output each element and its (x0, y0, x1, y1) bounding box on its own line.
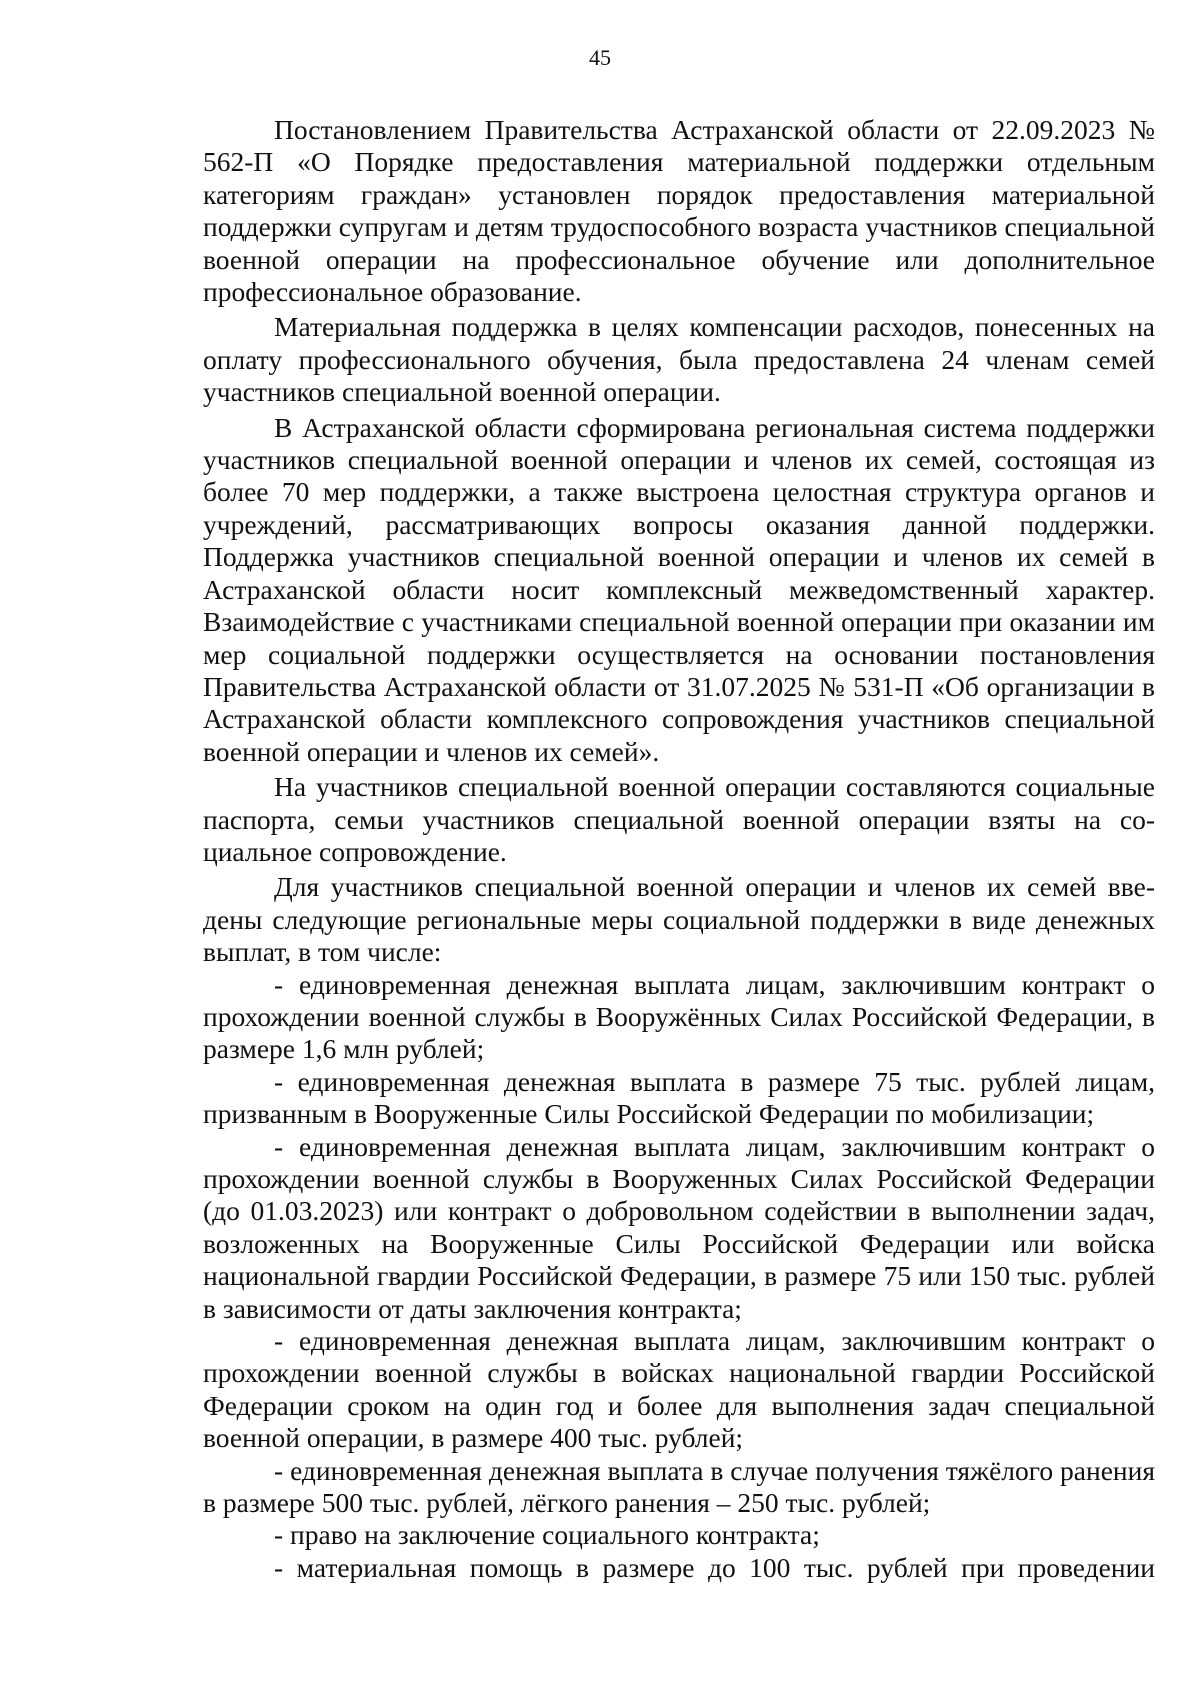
list-item-material-aid: - материальная помощь в размере до 100 тыс. рублей при проведении (274, 1551, 1155, 1583)
document-body (203, 114, 1155, 1584)
list-item-social-contract: - право на заключение социального контракта; (274, 1519, 820, 1551)
list-item-wound-payment: - единовременная денежная выплата в случае получения тяжёлого ранения в размере 500 тыс. рублей, лёгкого ранения – 250 тыс. рублей; (203, 1454, 1155, 1519)
list-item-national-guard-payment: - единовременная денежная выплата лицам, заключившим контракт о прохождении военной службы в войсках национальной гвардии Российской Федерации сроком на один год и более для выполнения задач специальной военной операции, в размере 400 тыс. рублей; (203, 1325, 1155, 1454)
list-item-mobilization-payment: - единовременная денежная выплата в размере 75 тыс. рублей лицам, призванным в Вооруженные Силы Российской Федерации по мобилизации; (203, 1065, 1155, 1130)
paragraph-social-passports: На участников специальной военной операции составляются социальные паспорта, семьи участников специальной военной операции взяты на социальное сопровождение. (203, 771, 1155, 867)
list-item-contract-payment: - единовременная денежная выплата лицам, заключившим контракт о прохождении военной службы в Вооружённых Силах Российской Федерации, в размере 1,6 млн рублей; (203, 968, 1155, 1065)
paragraph-regional-system: В Астраханской области сформирована региональная система поддержки участников специальной военной операции и членов их семей, состоящая из более 70 мер поддержки, а также выстроена целостная структура органов и учреждений, рассматривающих вопросы оказания данной поддержки. Поддержка участников специальной военной операции и членов их семей в Астраханской области носит комплексный межведомственный характер. Взаимодействие с участниками специальной военной операции при оказании им мер социальной поддержки осуществляется на основании постановления Правительства Астраханской области от 31.07.2025 № 531-П «Об организации в Астраханской области комплексного сопровождения участников специальной военной операции и членов их семей». (203, 411, 1155, 767)
list-item-volunteer-contract-payment: - единовременная денежная выплата лицам, заключившим контракт о прохождении военной службы в Вооруженных Силах Российской Федерации (до 01.03.2023) или контракт о добровольном содействии в выполнении задач, возложенных на Вооруженные Силы Российской Федерации или войска национальной гвардии Российской Федерации, в размере 75 или 150 тыс. рублей в зависимости от даты заключения контракта; (203, 1130, 1155, 1324)
paragraph-material-support: Материальная поддержка в целях компенсации расходов, понесенных на оплату профессионального обучения, была предоставлена 24 членам семей участников специальной военной операции. (203, 311, 1155, 408)
page-number: 45 (589, 45, 611, 70)
paragraph-decree-562: Постановлением Правительства Астраханской области от 22.09.2023 № 562-П «О Порядке предоставления материальной поддержки отдельным категориям граждан» установлен порядок предоставления материальной поддержки супругам и детям трудоспособного возраста участников специальной военной операции на профессиональное обучение или дополнительное профессиональное образование. (203, 114, 1155, 308)
paragraph-payment-measures-intro: Для участников специальной военной операции и членов их семей введены следующие региональные меры социальной поддержки в виде денежных выплат, в том числе: (203, 871, 1155, 968)
